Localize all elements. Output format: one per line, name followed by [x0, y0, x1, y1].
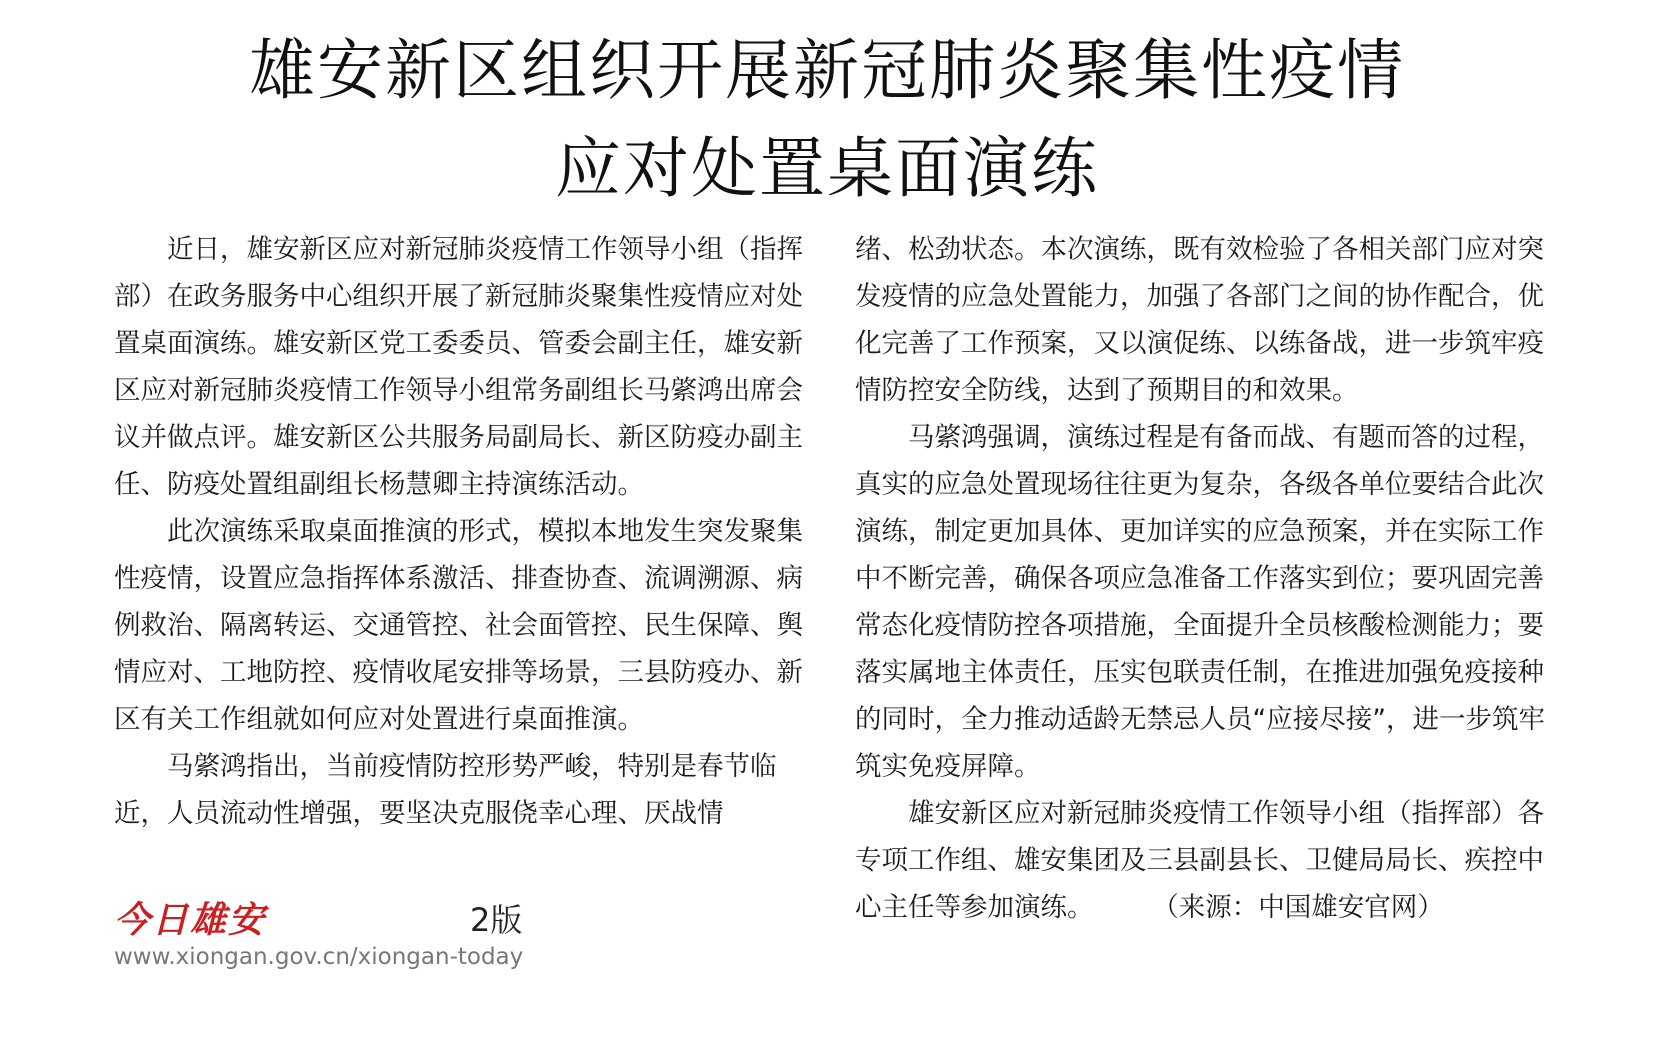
brand-logo: 今日雄安	[114, 899, 267, 941]
paragraph-5-text: 雄安新区应对新冠肺炎疫情工作领导小组（指挥部）各专项工作组、雄安集团及三县副县长、卫健局局长、疾控中心主任等参加演练。	[855, 798, 1544, 923]
paragraph-3-continued: 绪、松劲状态。本次演练，既有效检验了各相关部门应对突发疫情的应急处置能力，加强了各部门之间的协作配合，优化完善了工作预案，又以演促练、以练备战，进一步筑牢疫情防控安全防线，达到了预期目的和效果。	[855, 234, 1544, 406]
paragraph-3: 马綮鸿指出，当前疫情防控形势严峻，特别是春节临近，人员流动性增强，要坚决克服侥幸心理、厌战情	[114, 751, 777, 829]
article-title-line-2: 应对处置桌面演练	[555, 130, 1099, 207]
paragraph-2: 此次演练采取桌面推演的形式，模拟本地发生突发聚集性疫情，设置应急指挥体系激活、排查协查、流调溯源、病例救治、隔离转运、交通管控、社会面管控、民生保障、舆情应对、工地防控、疫情收尾安排等场景，三县防疫办、新区有关工作组就如何应对处置进行桌面推演。	[114, 516, 803, 735]
edition-label: 2版	[470, 901, 523, 939]
paragraph-5	[855, 790, 1565, 931]
article-title-line-1: 雄安新区组织开展新冠肺炎聚集性疫情	[249, 32, 1405, 109]
paragraph-4: 马綮鸿强调，演练过程是有备而战、有题而答的过程，真实的应急处置现场往往更为复杂，各级各单位要结合此次演练，制定更加具体、更加详实的应急预案，并在实际工作中不断完善，确保各项应急准备工作落实到位；要巩固完善常态化疫情防控各项措施，全面提升全员核酸检测能力；要落实属地主体责任，压实包联责任制，在推进加强免疫接种的同时，全力推动适龄无禁忌人员“应接尽接”，进一步筑牢筑实免疫屏障。	[855, 422, 1545, 782]
paragraph-1: 近日，雄安新区应对新冠肺炎疫情工作领导小组（指挥部）在政务服务中心组织开展了新冠肺炎聚集性疫情应对处置桌面演练。雄安新区党工委委员、管委会副主任，雄安新区应对新冠肺炎疫情工作领导小组常务副组长马綮鸿出席会议并做点评。雄安新区公共服务局副局长、新区防疫办副主任、防疫处置组副组长杨慧卿主持演练活动。	[114, 234, 803, 500]
source-credit: （来源：中国雄安官网）	[1165, 892, 1444, 923]
site-url: www.xiongan.gov.cn/xiongan-today	[114, 944, 524, 970]
article-right-column	[855, 226, 1565, 931]
article-left-column	[114, 226, 824, 837]
